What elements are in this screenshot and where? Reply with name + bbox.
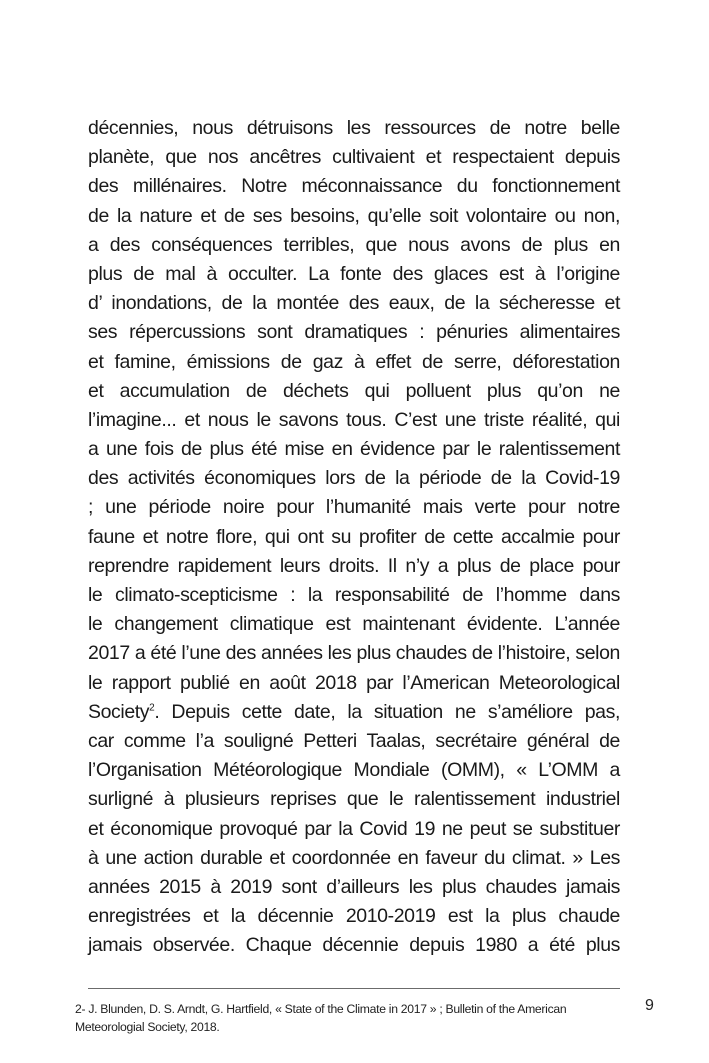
- text-line: et accumulation de déchets qui polluent plus qu’on ne: [88, 379, 620, 402]
- text-line: années 2015 à 2019 sont d’ailleurs les plus chaudes jamais: [88, 875, 620, 898]
- text-line: faune et notre flore, qui ont su profiter de cette accalmie pour: [88, 525, 620, 548]
- text-line: et économique provoqué par la Covid 19 ne peut se substituer: [88, 817, 620, 840]
- text-segment: Society: [88, 700, 150, 723]
- footnote-reference: 2: [149, 702, 155, 714]
- text-line: jamais observée. Chaque décennie depuis 1980 a été plus: [88, 934, 620, 957]
- text-line: à une action durable et coordonnée en faveur du climat. » Les: [88, 846, 620, 869]
- text-line: le changement climatique est maintenant évidente. L’année: [88, 613, 620, 636]
- text-line: a une fois de plus été mise en évidence par le ralentissement: [88, 438, 620, 461]
- text-line: décennies, nous détruisons les ressources de notre belle: [88, 117, 620, 139]
- text-line-with-footnote-ref: [88, 698, 620, 727]
- text-line: enregistrées et la décennie 2010-2019 est la plus chaude: [88, 905, 620, 928]
- text-line: l’Organisation Météorologique Mondiale (OMM), « L’OMM a: [88, 759, 620, 782]
- text-line: 2017 a été l’une des années les plus chaudes de l’histoire, selon: [88, 642, 620, 665]
- text-line: l’imagine... et nous le savons tous. C’est une triste réalité, qui: [88, 408, 620, 431]
- text-line: et famine, émissions de gaz à effet de serre, déforestation: [88, 350, 620, 373]
- text-line: a des conséquences terribles, que nous avons de plus en: [88, 233, 620, 256]
- text-line: reprendre rapidement leurs droits. Il n’y a plus de place pour: [88, 554, 620, 577]
- footnote-divider: [88, 988, 620, 989]
- text-line: des activités économiques lors de la période de la Covid-19: [88, 467, 620, 490]
- text-line: de la nature et de ses besoins, qu’elle soit volontaire ou non,: [88, 204, 620, 227]
- text-line: le climato-scepticisme : la responsabilité de l’homme dans: [88, 584, 620, 606]
- page-number: 9: [645, 997, 654, 1014]
- text-line: ; une période noire pour l’humanité mais verte pour notre: [88, 496, 620, 519]
- body-paragraph: [88, 114, 620, 960]
- text-line: surligné à plusieurs reprises que le ralentissement industriel: [88, 788, 620, 811]
- footnote-line: 2- J. Blunden, D. S. Arndt, G. Hartfield, « State of the Climate in 2017 » ; Bulletin of the American: [75, 1002, 567, 1016]
- text-line: d’ inondations, de la montée des eaux, de la sécheresse et: [88, 292, 620, 315]
- text-line: car comme l’a souligné Petteri Taalas, secrétaire général de: [88, 729, 620, 752]
- text-line: des millénaires. Notre méconnaissance du fonctionnement: [88, 175, 620, 198]
- text-segment: . Depuis cette date, la situation ne s’améliore pas,: [154, 700, 620, 723]
- text-line: le rapport publié en août 2018 par l’American Meteorological: [88, 671, 620, 694]
- text-line: ses répercussions sont dramatiques : pénuries alimentaires: [88, 321, 620, 344]
- text-line: plus de mal à occulter. La fonte des glaces est à l’origine: [88, 262, 620, 285]
- footnote-line: Meteorologial Society, 2018.: [75, 1020, 220, 1034]
- footnote: [75, 1000, 640, 1036]
- text-line: planète, que nos ancêtres cultivaient et respectaient depuis: [88, 146, 620, 169]
